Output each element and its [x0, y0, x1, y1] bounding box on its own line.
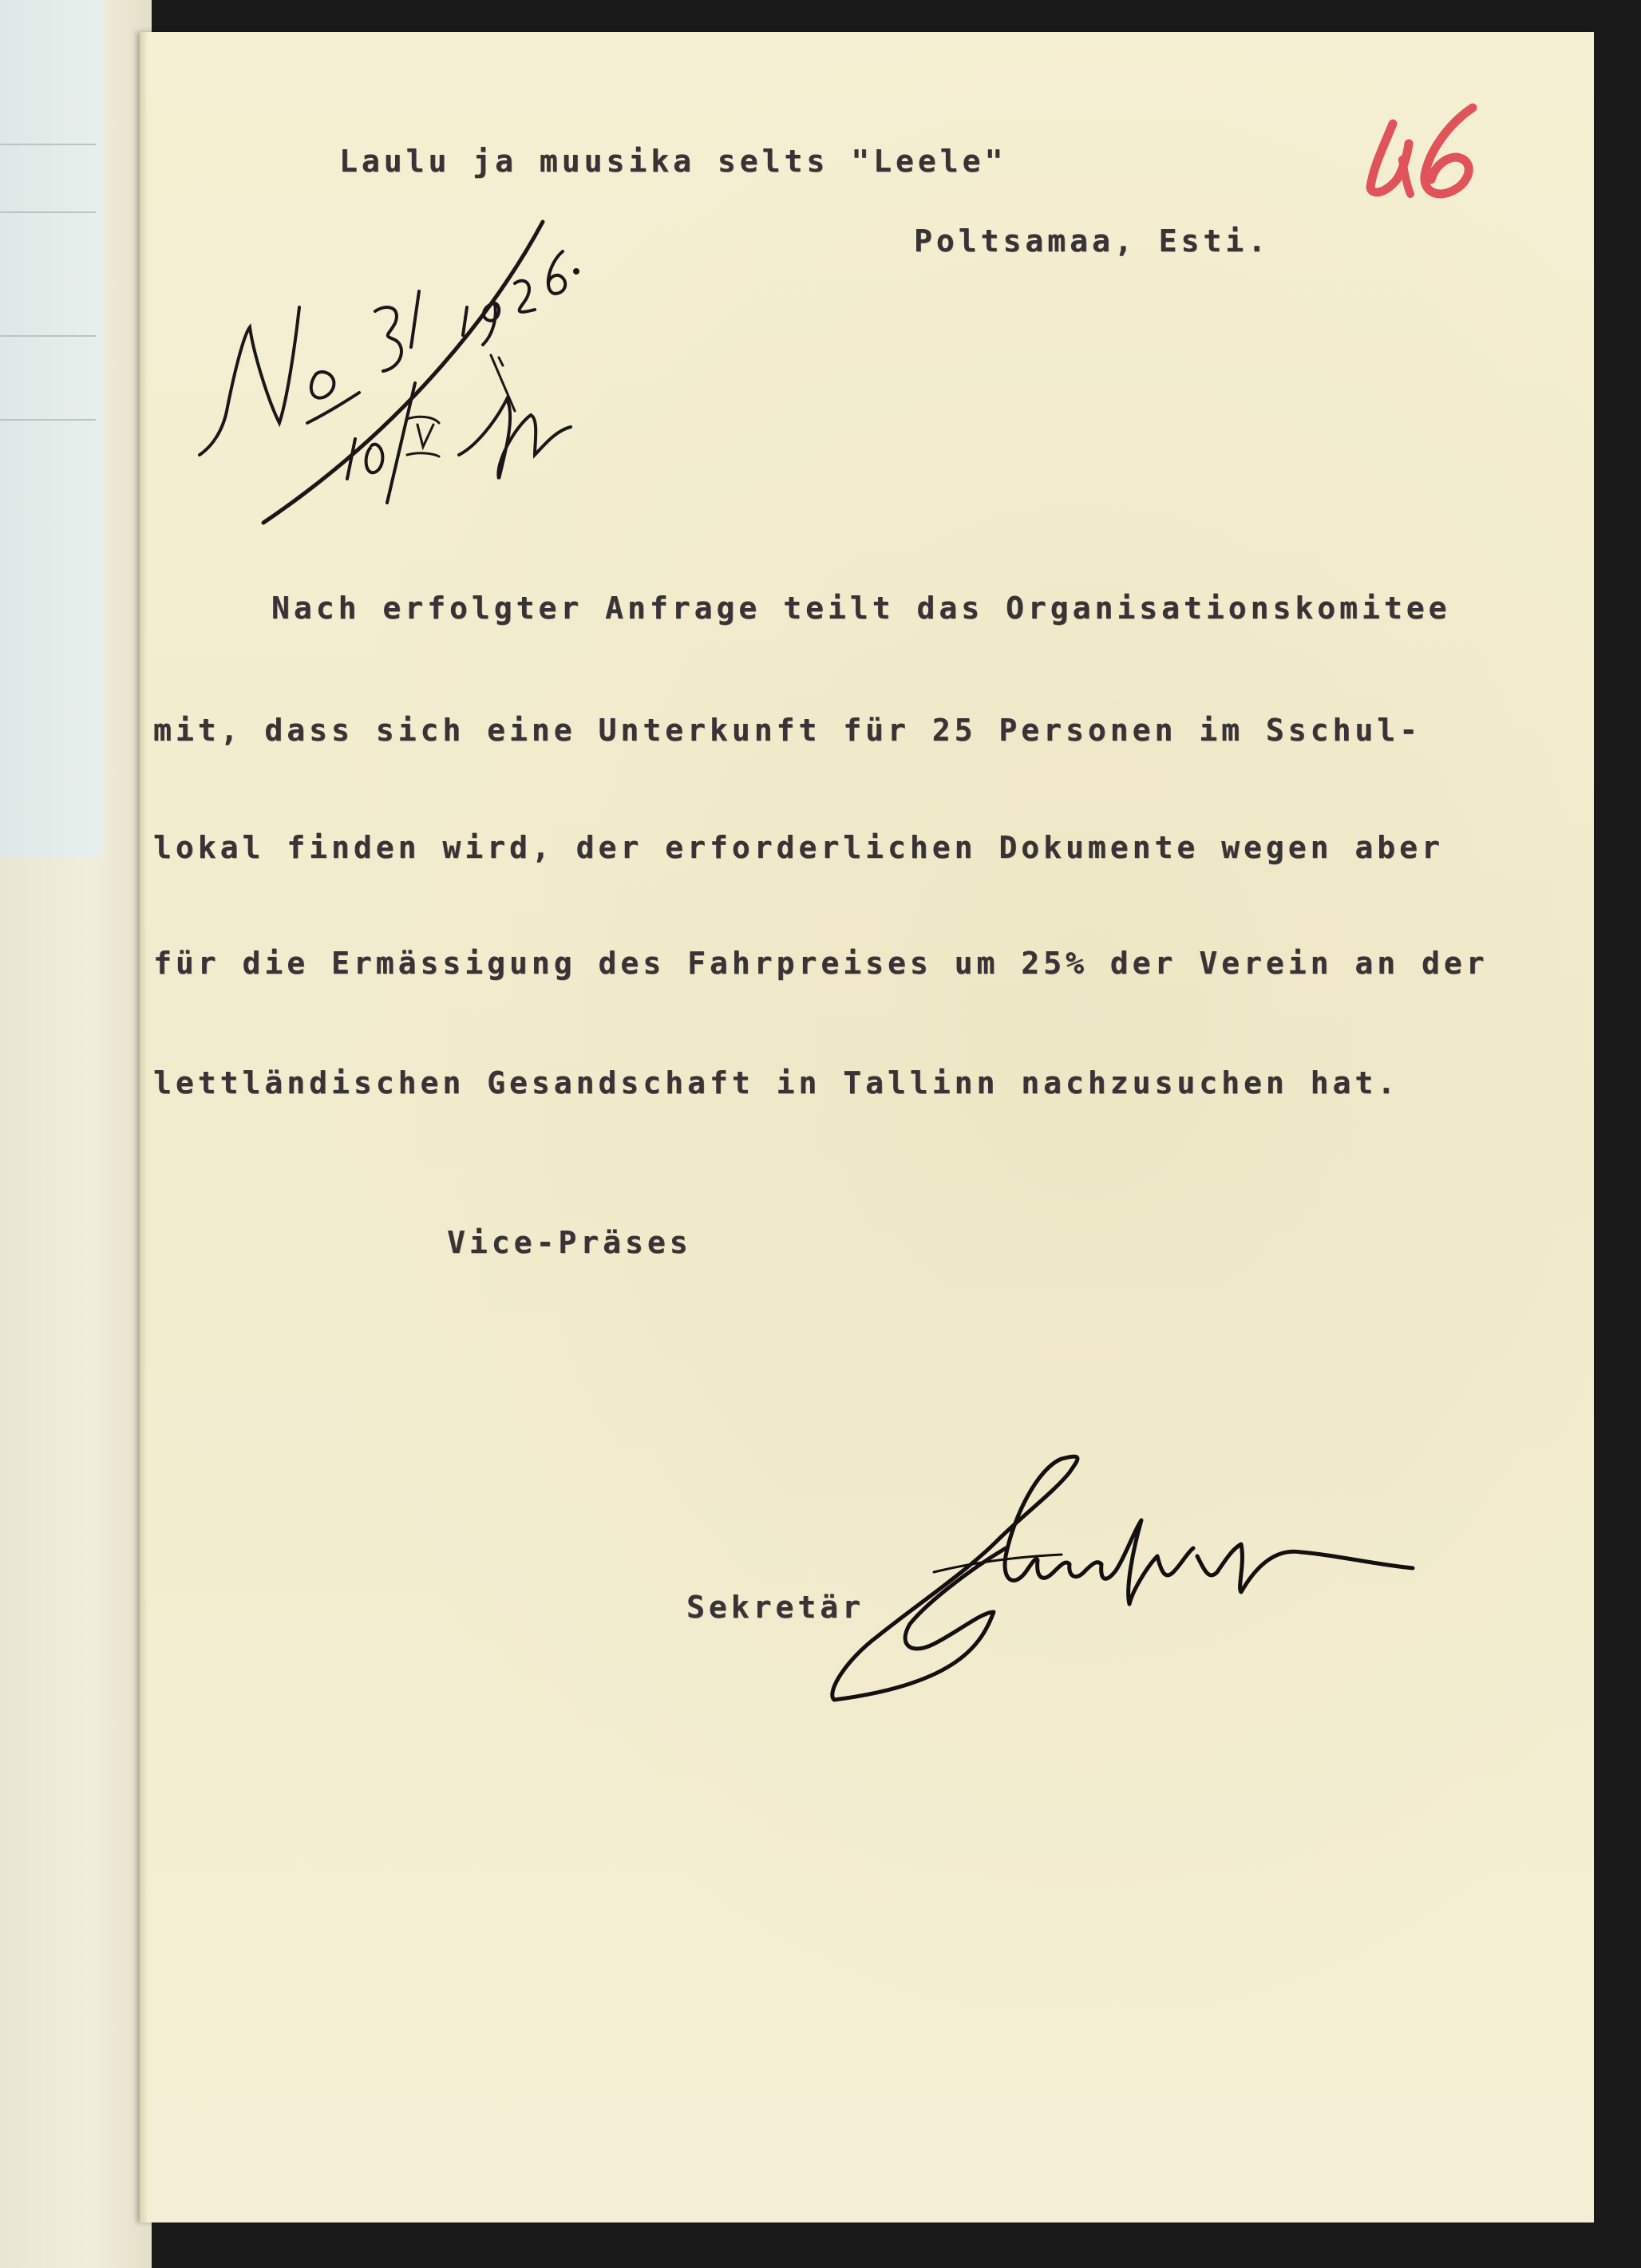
body-line: lokal finden wird, der erforderlichen Dokumente wegen aber [153, 830, 1444, 865]
body-line: lettländischen Gesandschaft in Tallinn nachzusuchen hat. [153, 1065, 1400, 1100]
secretary-signature [822, 1452, 1429, 1716]
page-number-mark [1361, 100, 1505, 203]
vice-president-title: Vice-Präses [447, 1225, 692, 1260]
underlying-sheet-rule [0, 211, 96, 213]
page-edge-shadow [140, 32, 148, 2223]
society-name: Laulu ja muusika selts "Leele" [339, 144, 1007, 179]
body-line: Nach erfolgter Anfrage teilt das Organisationskomitee [271, 591, 1451, 626]
register-note-handwritten [180, 215, 658, 535]
place-line: Poltsamaa, Esti. [914, 223, 1271, 259]
secretary-title: Sekretär [686, 1590, 865, 1625]
underlying-sheet-rule [0, 335, 96, 337]
underlying-sheet [0, 0, 152, 2268]
body-line: mit, dass sich eine Unterkunft für 25 Personen im Sschul- [153, 713, 1422, 748]
underlying-sheet-rule [0, 144, 96, 145]
underlying-sheet-tinted-area [0, 0, 104, 858]
underlying-sheet-rule [0, 419, 96, 421]
body-line: für die Ermässigung des Fahrpreises um 25% der Verein an der [153, 946, 1489, 981]
